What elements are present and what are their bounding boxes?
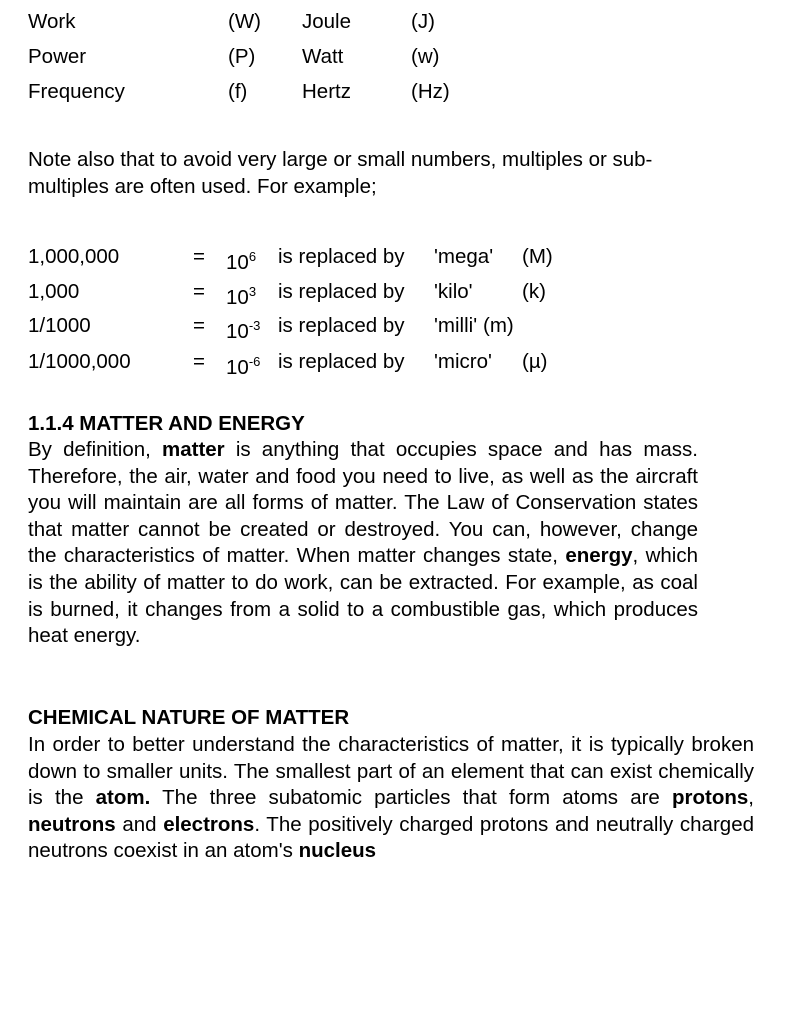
prefix-name: 'mega' xyxy=(434,245,494,268)
bold-term-energy: energy xyxy=(565,544,633,568)
power-base: 10 xyxy=(226,356,249,379)
prefix-name: 'kilo' xyxy=(434,280,473,303)
multiple-number: 1/1000 xyxy=(28,314,91,337)
unit-abbreviation: (w) xyxy=(411,45,440,68)
replaced-by-text: is replaced by xyxy=(278,280,405,303)
prefix-symbol: (µ) xyxy=(522,350,548,373)
unit-quantity: Power xyxy=(28,45,87,68)
bold-term-protons: protons xyxy=(672,786,749,810)
unit-quantity: Work xyxy=(28,10,76,33)
paragraph-chemical-nature xyxy=(28,732,754,865)
section-heading-chemical-nature: CHEMICAL NATURE OF MATTER xyxy=(28,706,350,729)
unit-quantity: Frequency xyxy=(28,80,125,103)
power-exponent: -3 xyxy=(248,318,261,333)
text-run: , which is the ability of matter to do work, can be extracted. For example, as coal is burned, it changes from a solid to a combustible gas, which produces heat energy. xyxy=(28,544,698,648)
paragraph-matter-energy xyxy=(28,437,698,650)
prefix-symbol: (m) xyxy=(483,314,514,337)
text-run: and xyxy=(115,812,164,836)
bold-term-nucleus: nucleus xyxy=(298,839,377,863)
equals-sign: = xyxy=(193,314,205,337)
bold-term-matter: matter xyxy=(162,438,225,461)
text-run: By definition, xyxy=(28,438,162,461)
unit-name: Hertz xyxy=(302,80,351,103)
power-exponent: -6 xyxy=(248,354,261,369)
text-run: In order to better understand the characteristics of matter, it is typically broken down to smaller units. The smallest part of an element that can exist chemically is the xyxy=(28,733,754,810)
unit-quantity-symbol: (W) xyxy=(228,10,262,33)
prefix-symbol: (M) xyxy=(522,245,553,268)
equals-sign: = xyxy=(193,280,205,303)
multiple-number: 1,000,000 xyxy=(28,245,120,268)
text-run: is anything that occupies space and has mass. Therefore, the air, water and food you need to live, as well as the aircraft you will maintain are all forms of matter. The Law of Conservation states that matter cannot be created or destroyed. You can, however, change the characteristics of matter. When matter changes state, xyxy=(28,438,698,568)
power-exponent: 3 xyxy=(248,284,257,299)
bold-term-atom: atom. xyxy=(95,786,151,810)
unit-name: Joule xyxy=(302,10,352,33)
multiple-number: 1/1000,000 xyxy=(28,350,131,373)
power-base: 10 xyxy=(226,320,249,343)
prefix-symbol: (k) xyxy=(522,280,546,303)
bold-term-electrons: electrons xyxy=(163,812,255,836)
text-run: , xyxy=(748,786,754,810)
bold-term-neutrons: neutrons xyxy=(28,812,116,836)
power-of-ten xyxy=(226,311,260,347)
power-base: 10 xyxy=(226,251,249,274)
equals-sign: = xyxy=(193,245,205,268)
power-of-ten xyxy=(226,242,256,278)
unit-abbreviation: (J) xyxy=(411,10,435,33)
replaced-by-text: is replaced by xyxy=(278,245,405,268)
text-run: . The positively charged protons and neutrally charged neutrons coexist in an atom's xyxy=(28,812,754,863)
power-of-ten xyxy=(226,277,256,313)
replaced-by-text: is replaced by xyxy=(278,314,405,337)
unit-name: Watt xyxy=(302,45,344,68)
unit-abbreviation: (Hz) xyxy=(411,80,450,103)
unit-quantity-symbol: (P) xyxy=(228,45,256,68)
multiple-number: 1,000 xyxy=(28,280,80,303)
section-heading-matter-energy: 1.1.4 MATTER AND ENERGY xyxy=(28,412,305,435)
power-base: 10 xyxy=(226,286,249,309)
prefix-name: 'milli' xyxy=(434,314,478,337)
prefix-name: 'micro' xyxy=(434,350,492,373)
note-paragraph: Note also that to avoid very large or small numbers, multiples or sub-multiples are often used. For example; xyxy=(28,148,653,198)
replaced-by-text: is replaced by xyxy=(278,350,405,373)
power-exponent: 6 xyxy=(248,249,257,264)
power-of-ten xyxy=(226,347,260,383)
equals-sign: = xyxy=(193,350,205,373)
unit-quantity-symbol: (f) xyxy=(228,80,248,103)
text-run: The three subatomic particles that form atoms are xyxy=(150,786,672,810)
